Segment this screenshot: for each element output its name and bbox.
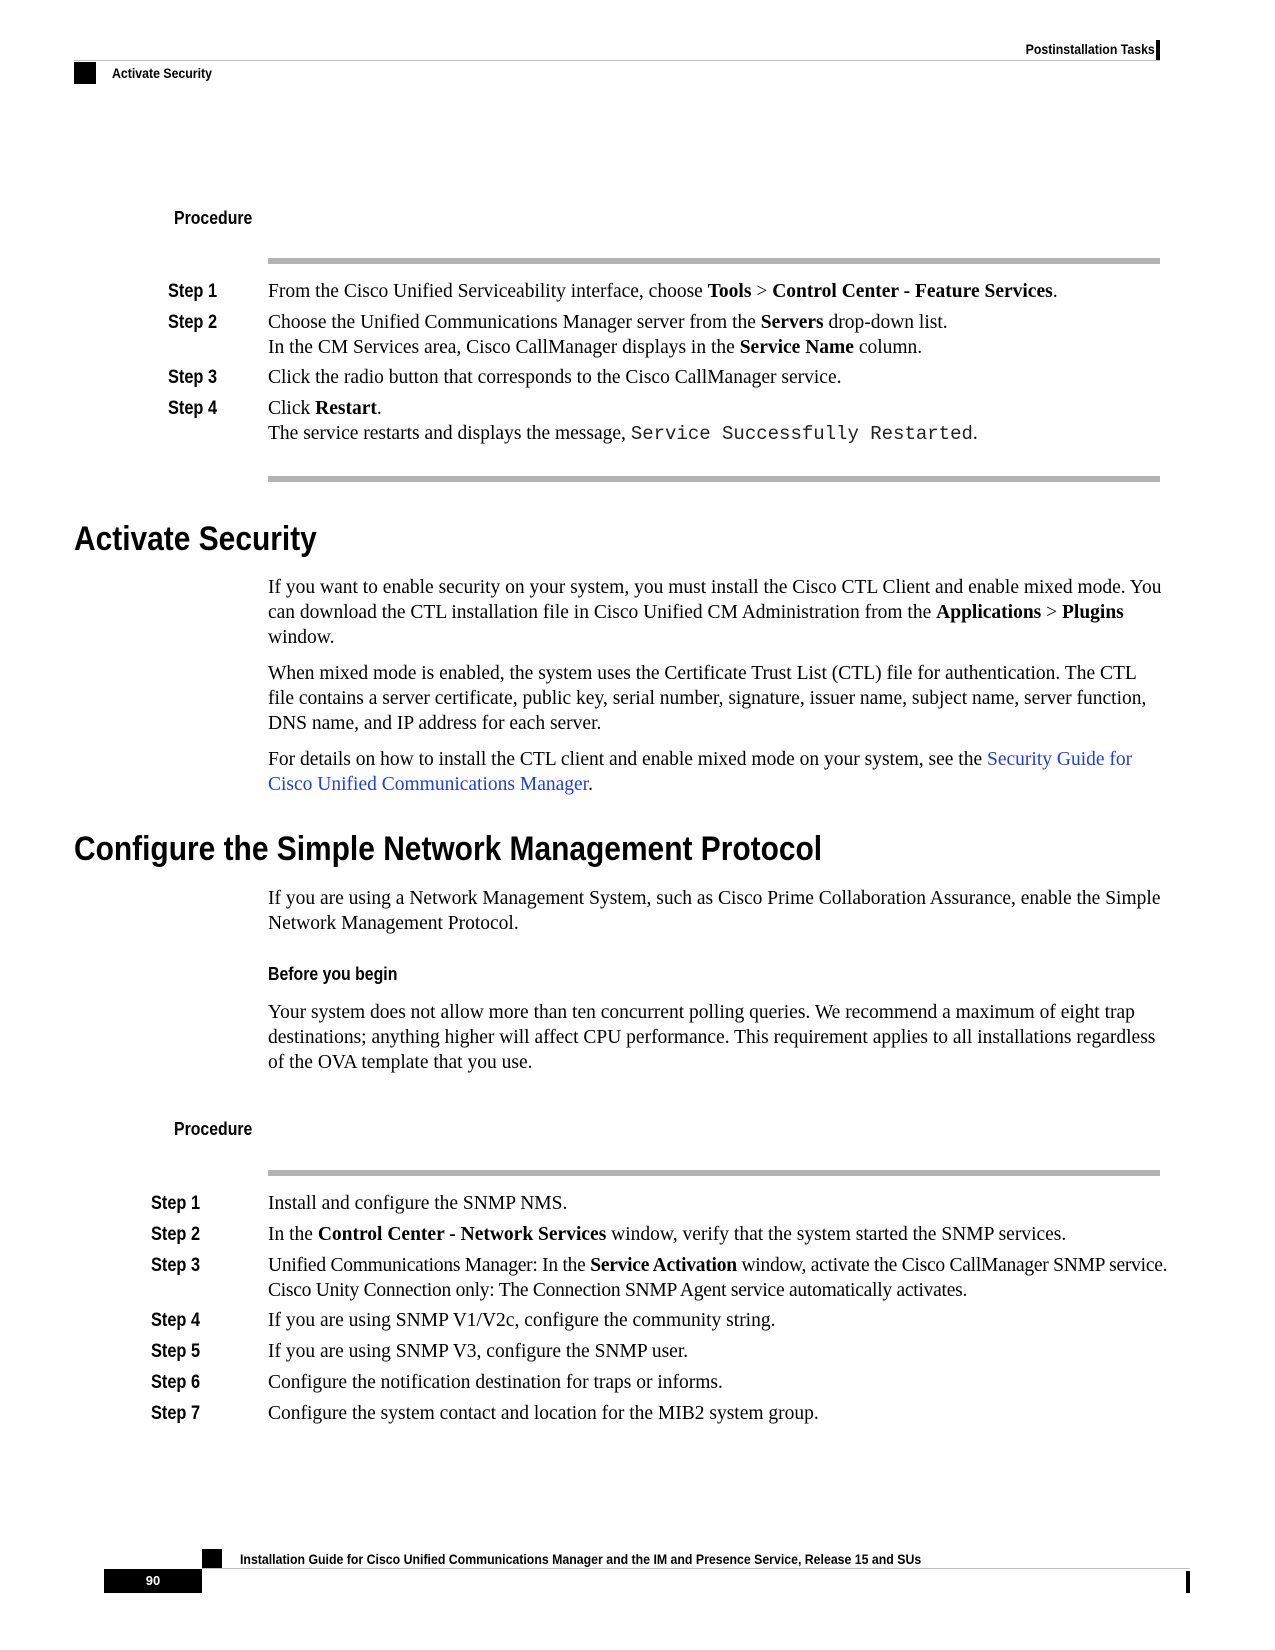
footer-divider [202, 1568, 1190, 1569]
footer-marker-bar [1186, 1571, 1190, 1593]
paragraph: If you are using a Network Management System, such as Cisco Prime Collaboration Assurance, enable the Simple Network Management Protocol. [268, 888, 1161, 934]
step-label: Step 1 [168, 281, 218, 302]
header-marker-bar [1156, 40, 1160, 60]
paragraph: When mixed mode is enabled, the system uses the Certificate Trust List (CTL) file for authentication. The CTL file contains a server certificate, public key, serial number, signature, issuer name, subject name, server function, DNS name, and IP address for each server. [268, 663, 1147, 734]
step-label: Step 3 [151, 1255, 201, 1276]
procedure-label: Procedure [174, 1119, 253, 1139]
procedure-label: Procedure [174, 208, 253, 228]
step-text: In the Control Center - Network Services window, verify that the system started the SNMP services. [268, 1224, 1067, 1245]
section-title-snmp: Configure the Simple Network Management Protocol [74, 830, 823, 868]
running-header-section: Activate Security [112, 65, 212, 81]
step-label: Step 6 [151, 1372, 201, 1393]
step-text: Configure the system contact and location for the MIB2 system group. [268, 1403, 819, 1424]
step-label: Step 3 [168, 367, 218, 388]
paragraph: If you want to enable security on your system, you must install the Cisco CTL Client and enable mixed mode. You can download the CTL installation file in Cisco Unified CM Administration from the Applications > Plugins window. [268, 577, 1162, 648]
paragraph: Your system does not allow more than ten concurrent polling queries. We recommend a maximum of eight trap destinations; anything higher will affect CPU performance. This requirement applies to all installations regardless of the OVA template that you use. [268, 1002, 1156, 1073]
step-label: Step 4 [168, 398, 218, 419]
procedure-bottom-rule [268, 476, 1160, 482]
step-label: Step 2 [168, 312, 218, 333]
footer-book-title: Installation Guide for Cisco Unified Communications Manager and the IM and Presence Service, Release 15 and SUs [240, 1551, 922, 1567]
procedure-top-rule [268, 1170, 1160, 1176]
step-text: Configure the notification destination for traps or informs. [268, 1372, 723, 1393]
step-label: Step 7 [151, 1403, 201, 1424]
step-label: Step 1 [151, 1193, 201, 1214]
before-you-begin-heading: Before you begin [268, 964, 398, 984]
step-text: Unified Communications Manager: In the Service Activation window, activate the Cisco CallManager SNMP service. Cisco Unity Connection only: The Connection SNMP Agent service automatically activates. [268, 1255, 1168, 1301]
step-label: Step 5 [151, 1341, 201, 1362]
procedure-top-rule [268, 258, 1160, 264]
running-header-chapter: Postinstallation Tasks [1025, 41, 1155, 57]
footer-marker-block [202, 1549, 222, 1569]
header-marker-block [74, 62, 96, 84]
step-text: Click Restart. The service restarts and displays the message, Service Successfully Restarted. [268, 398, 978, 445]
security-guide-link[interactable]: Security Guide for Cisco Unified Communications Manager [268, 749, 1133, 795]
step-text: Click the radio button that corresponds to the Cisco CallManager service. [268, 367, 842, 388]
step-text: Install and configure the SNMP NMS. [268, 1193, 568, 1214]
step-text: If you are using SNMP V3, configure the SNMP user. [268, 1341, 689, 1362]
step-text: From the Cisco Unified Serviceability interface, choose Tools > Control Center - Feature Services. [268, 281, 1058, 302]
page-number: 90 [104, 1569, 202, 1593]
header-divider [74, 60, 1160, 61]
step-label: Step 4 [151, 1310, 201, 1331]
service-message: Service Successfully Restarted [630, 423, 973, 445]
step-label: Step 2 [151, 1224, 201, 1245]
paragraph: For details on how to install the CTL client and enable mixed mode on your system, see the Security Guide for Cisco Unified Communications Manager. [268, 749, 1133, 795]
section-title-activate-security: Activate Security [74, 520, 317, 558]
step-text: If you are using SNMP V1/V2c, configure the community string. [268, 1310, 776, 1331]
step-text: Choose the Unified Communications Manager server from the Servers drop-down list. In the CM Services area, Cisco CallManager displays in the Service Name column. [268, 312, 948, 358]
